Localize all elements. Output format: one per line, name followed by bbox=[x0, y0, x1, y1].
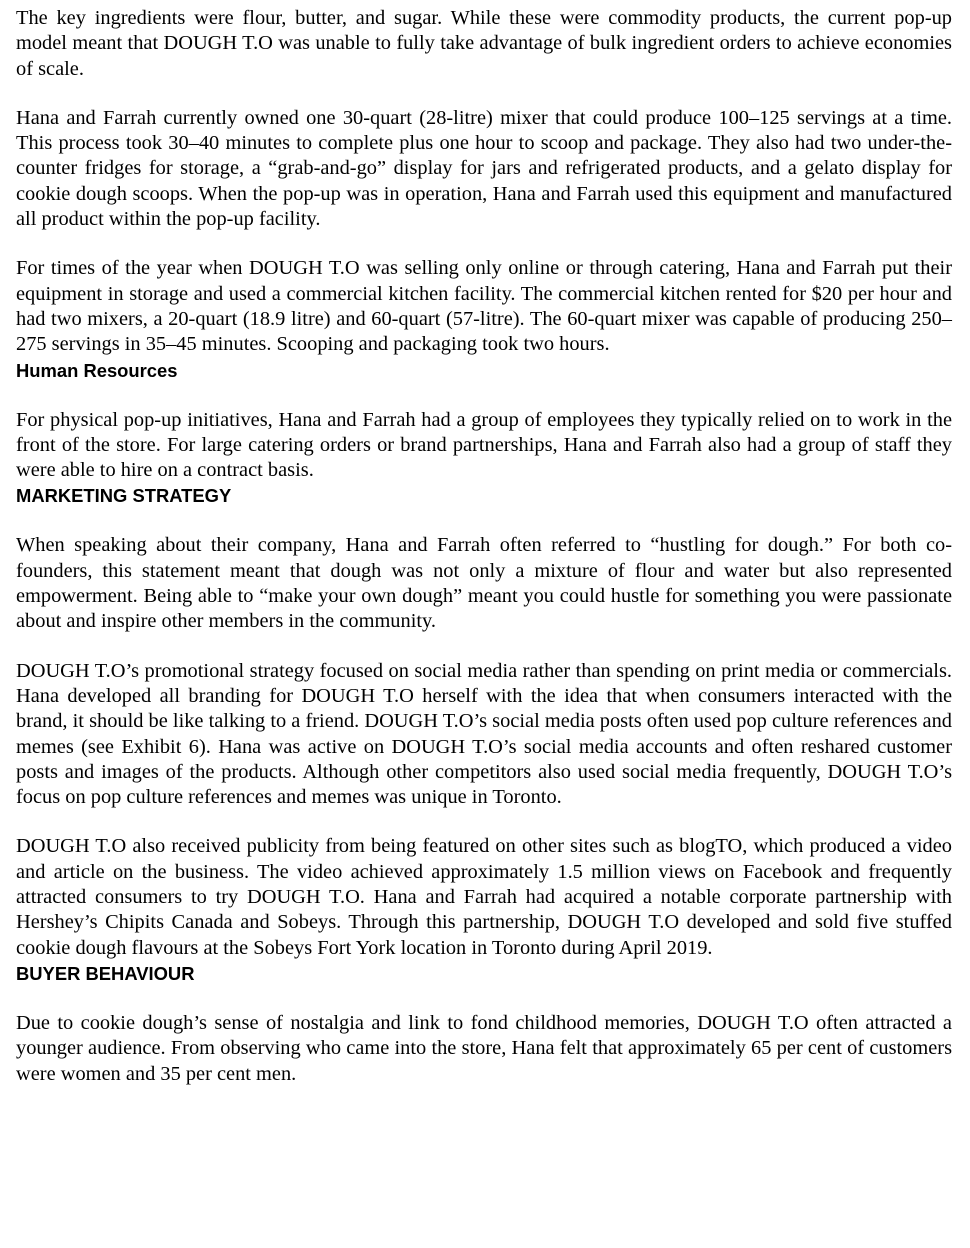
paragraph-commercial-kitchen: For times of the year when DOUGH T.O was selling only online or through catering, Hana and Farrah put their equipment in storage and used a commercial kitchen facility. The commercial kitchen rented for $20 per hour and had two mixers, a 20-quart (18.9 litre) and 60-quart (57-litre). The 60-quart mixer was capable of producing 250–275 servings in 35–45 minutes. Scooping and packaging took two hours. bbox=[16, 257, 952, 356]
section-heading-buyer-behaviour: BUYER BEHAVIOUR bbox=[16, 962, 195, 984]
paragraph-hustling-for-dough: When speaking about their company, Hana and Farrah often referred to “hustling for dough.” For both co-founders, this statement meant that dough was not only a mixture of flour and water but also represented empowerment. Being able to “make your own dough” meant you could hustle for something you were passionate about and inspire other members in the community. bbox=[16, 534, 952, 633]
section-heading-marketing-strategy: MARKETING STRATEGY bbox=[16, 485, 232, 507]
paragraph-buyer-behaviour: Due to cookie dough’s sense of nostalgia and link to fond childhood memories, DOUGH T.O often attracted a younger audience. From observing who came into the store, Hana felt that approximately 65 per cent of customers were women and 35 per cent men. bbox=[16, 1011, 952, 1085]
paragraph-human-resources: For physical pop-up initiatives, Hana and Farrah had a group of employees they typically relied on to work in the front of the store. For large catering orders or brand partnerships, Hana and Farrah also had a group of staff they were able to hire on a contract basis. bbox=[16, 408, 952, 482]
paragraph-ingredients: The key ingredients were flour, butter, and sugar. While these were commodity products, the current pop-up model meant that DOUGH T.O was unable to fully take advantage of bulk ingredient orders to achieve economies of scale. bbox=[16, 7, 952, 80]
section-heading-human-resources: Human Resources bbox=[16, 359, 178, 381]
document-page bbox=[16, 6, 952, 1087]
paragraph-publicity: DOUGH T.O also received publicity from being featured on other sites such as blogTO, which produced a video and article on the business. The video achieved approximately 1.5 million views on Facebook and frequently attracted consumers to try DOUGH T.O. Hana and Farrah had acquired a notable corporate partnership with Hershey’s Chipits Canada and Sobeys. Through this partnership, DOUGH T.O developed and sold five stuffed cookie dough flavours at the Sobeys Fort York location in Toronto during April 2019. bbox=[16, 835, 952, 959]
paragraph-equipment: Hana and Farrah currently owned one 30-quart (28-litre) mixer that could produce 100–125 servings at a time. This process took 30–40 minutes to complete plus one hour to scoop and package. They also had two under-the-counter fridges for storage, a “grab-and-go” display for jars and refrigerated products, and a gelato display for cookie dough scoops. When the pop-up was in operation, Hana and Farrah used this equipment and manufactured all product within the pop-up facility. bbox=[16, 106, 952, 231]
paragraph-promotional-strategy: DOUGH T.O’s promotional strategy focused on social media rather than spending on print media or commercials. Hana developed all branding for DOUGH T.O herself with the idea that when consumers interacted with the brand, it should be like talking to a friend. DOUGH T.O’s social media posts often used pop culture references and memes (see Exhibit 6). Hana was active on DOUGH T.O’s social media accounts and often reshared customer posts and images of the products. Although other competitors also used social media frequently, DOUGH T.O’s focus on pop culture references and memes was unique in Toronto. bbox=[16, 659, 952, 809]
